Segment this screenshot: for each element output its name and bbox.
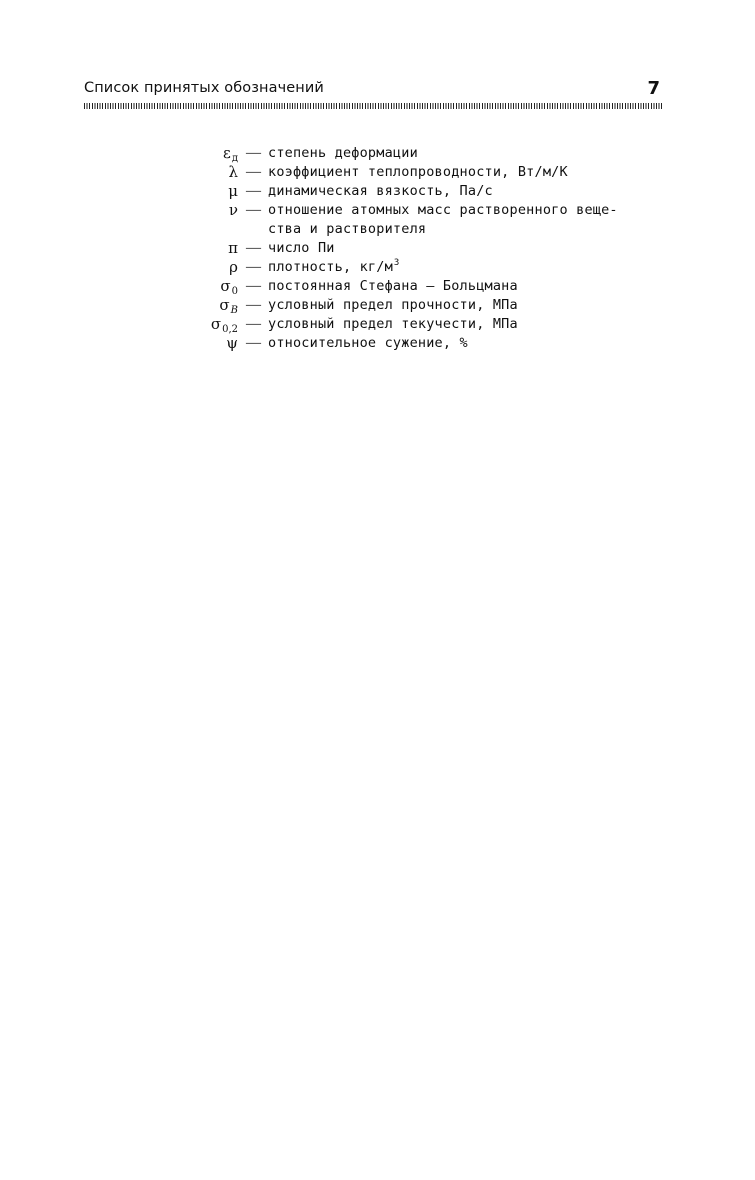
notation-description: условный предел текучести, МПа <box>268 316 518 332</box>
notation-entry <box>170 296 670 315</box>
notation-description: динамическая вязкость, Па/с <box>268 183 493 199</box>
notation-entry <box>170 144 670 163</box>
notation-dash: — <box>246 278 261 294</box>
notation-symbol: $\sigma_B$ <box>219 296 238 316</box>
notation-entry <box>170 163 670 182</box>
running-head <box>84 78 664 100</box>
notation-symbol: $\sigma_0$ <box>220 277 238 297</box>
notation-subscript: B <box>230 305 238 316</box>
notation-dash: — <box>246 259 261 275</box>
notation-description-line1: отношение атомных масс растворенного веще- <box>268 202 618 218</box>
notation-symbol: $\sigma_{0,2}$ <box>210 315 238 335</box>
header-rule <box>84 103 664 109</box>
section-title: Список принятых обозначений <box>84 80 324 96</box>
notation-description: число Пи <box>268 240 335 256</box>
notation-description: степень деформации <box>268 145 418 161</box>
notation-dash: — <box>246 164 261 180</box>
notation-symbol: ν <box>228 201 238 219</box>
notation-entry <box>170 239 670 258</box>
notation-symbol: ψ <box>226 334 238 352</box>
notation-subscript: д <box>231 153 238 164</box>
notation-dash: — <box>246 240 261 256</box>
notation-dash: — <box>246 297 261 313</box>
notation-dash: — <box>246 183 261 199</box>
notation-description: постоянная Стефана — Больцмана <box>268 278 518 294</box>
notation-description: относительное сужение, % <box>268 335 468 351</box>
notation-dash: — <box>246 145 261 161</box>
notation-dash: — <box>246 202 261 218</box>
notation-subscript: 0,2 <box>222 324 238 335</box>
notation-description: условный предел прочности, МПа <box>268 297 518 313</box>
notation-symbol: λ <box>228 163 238 181</box>
notation-symbol: π <box>228 239 238 257</box>
page-number: 7 <box>647 78 660 99</box>
notation-entry <box>170 277 670 296</box>
notation-entry <box>170 334 670 353</box>
notation-dash: — <box>246 335 261 351</box>
notation-entry <box>170 258 670 277</box>
notation-list <box>170 144 670 353</box>
notation-subscript: 0 <box>231 286 238 297</box>
notation-entry <box>170 182 670 201</box>
notation-description: коэффициент теплопроводности, Вт/м/К <box>268 164 568 180</box>
notation-entry <box>170 201 670 239</box>
notation-description <box>268 201 664 239</box>
notation-description: плотность, $кг/м^3$ <box>268 258 400 275</box>
notation-description-line2: ства и растворителя <box>268 221 427 237</box>
notation-entry <box>170 315 670 334</box>
notation-symbol: $\varepsilon_д$ <box>223 144 238 164</box>
notation-superscript: 3 <box>393 258 400 268</box>
notation-symbol: ρ <box>229 258 238 276</box>
notation-dash: — <box>246 316 261 332</box>
notation-symbol: μ <box>228 182 238 200</box>
